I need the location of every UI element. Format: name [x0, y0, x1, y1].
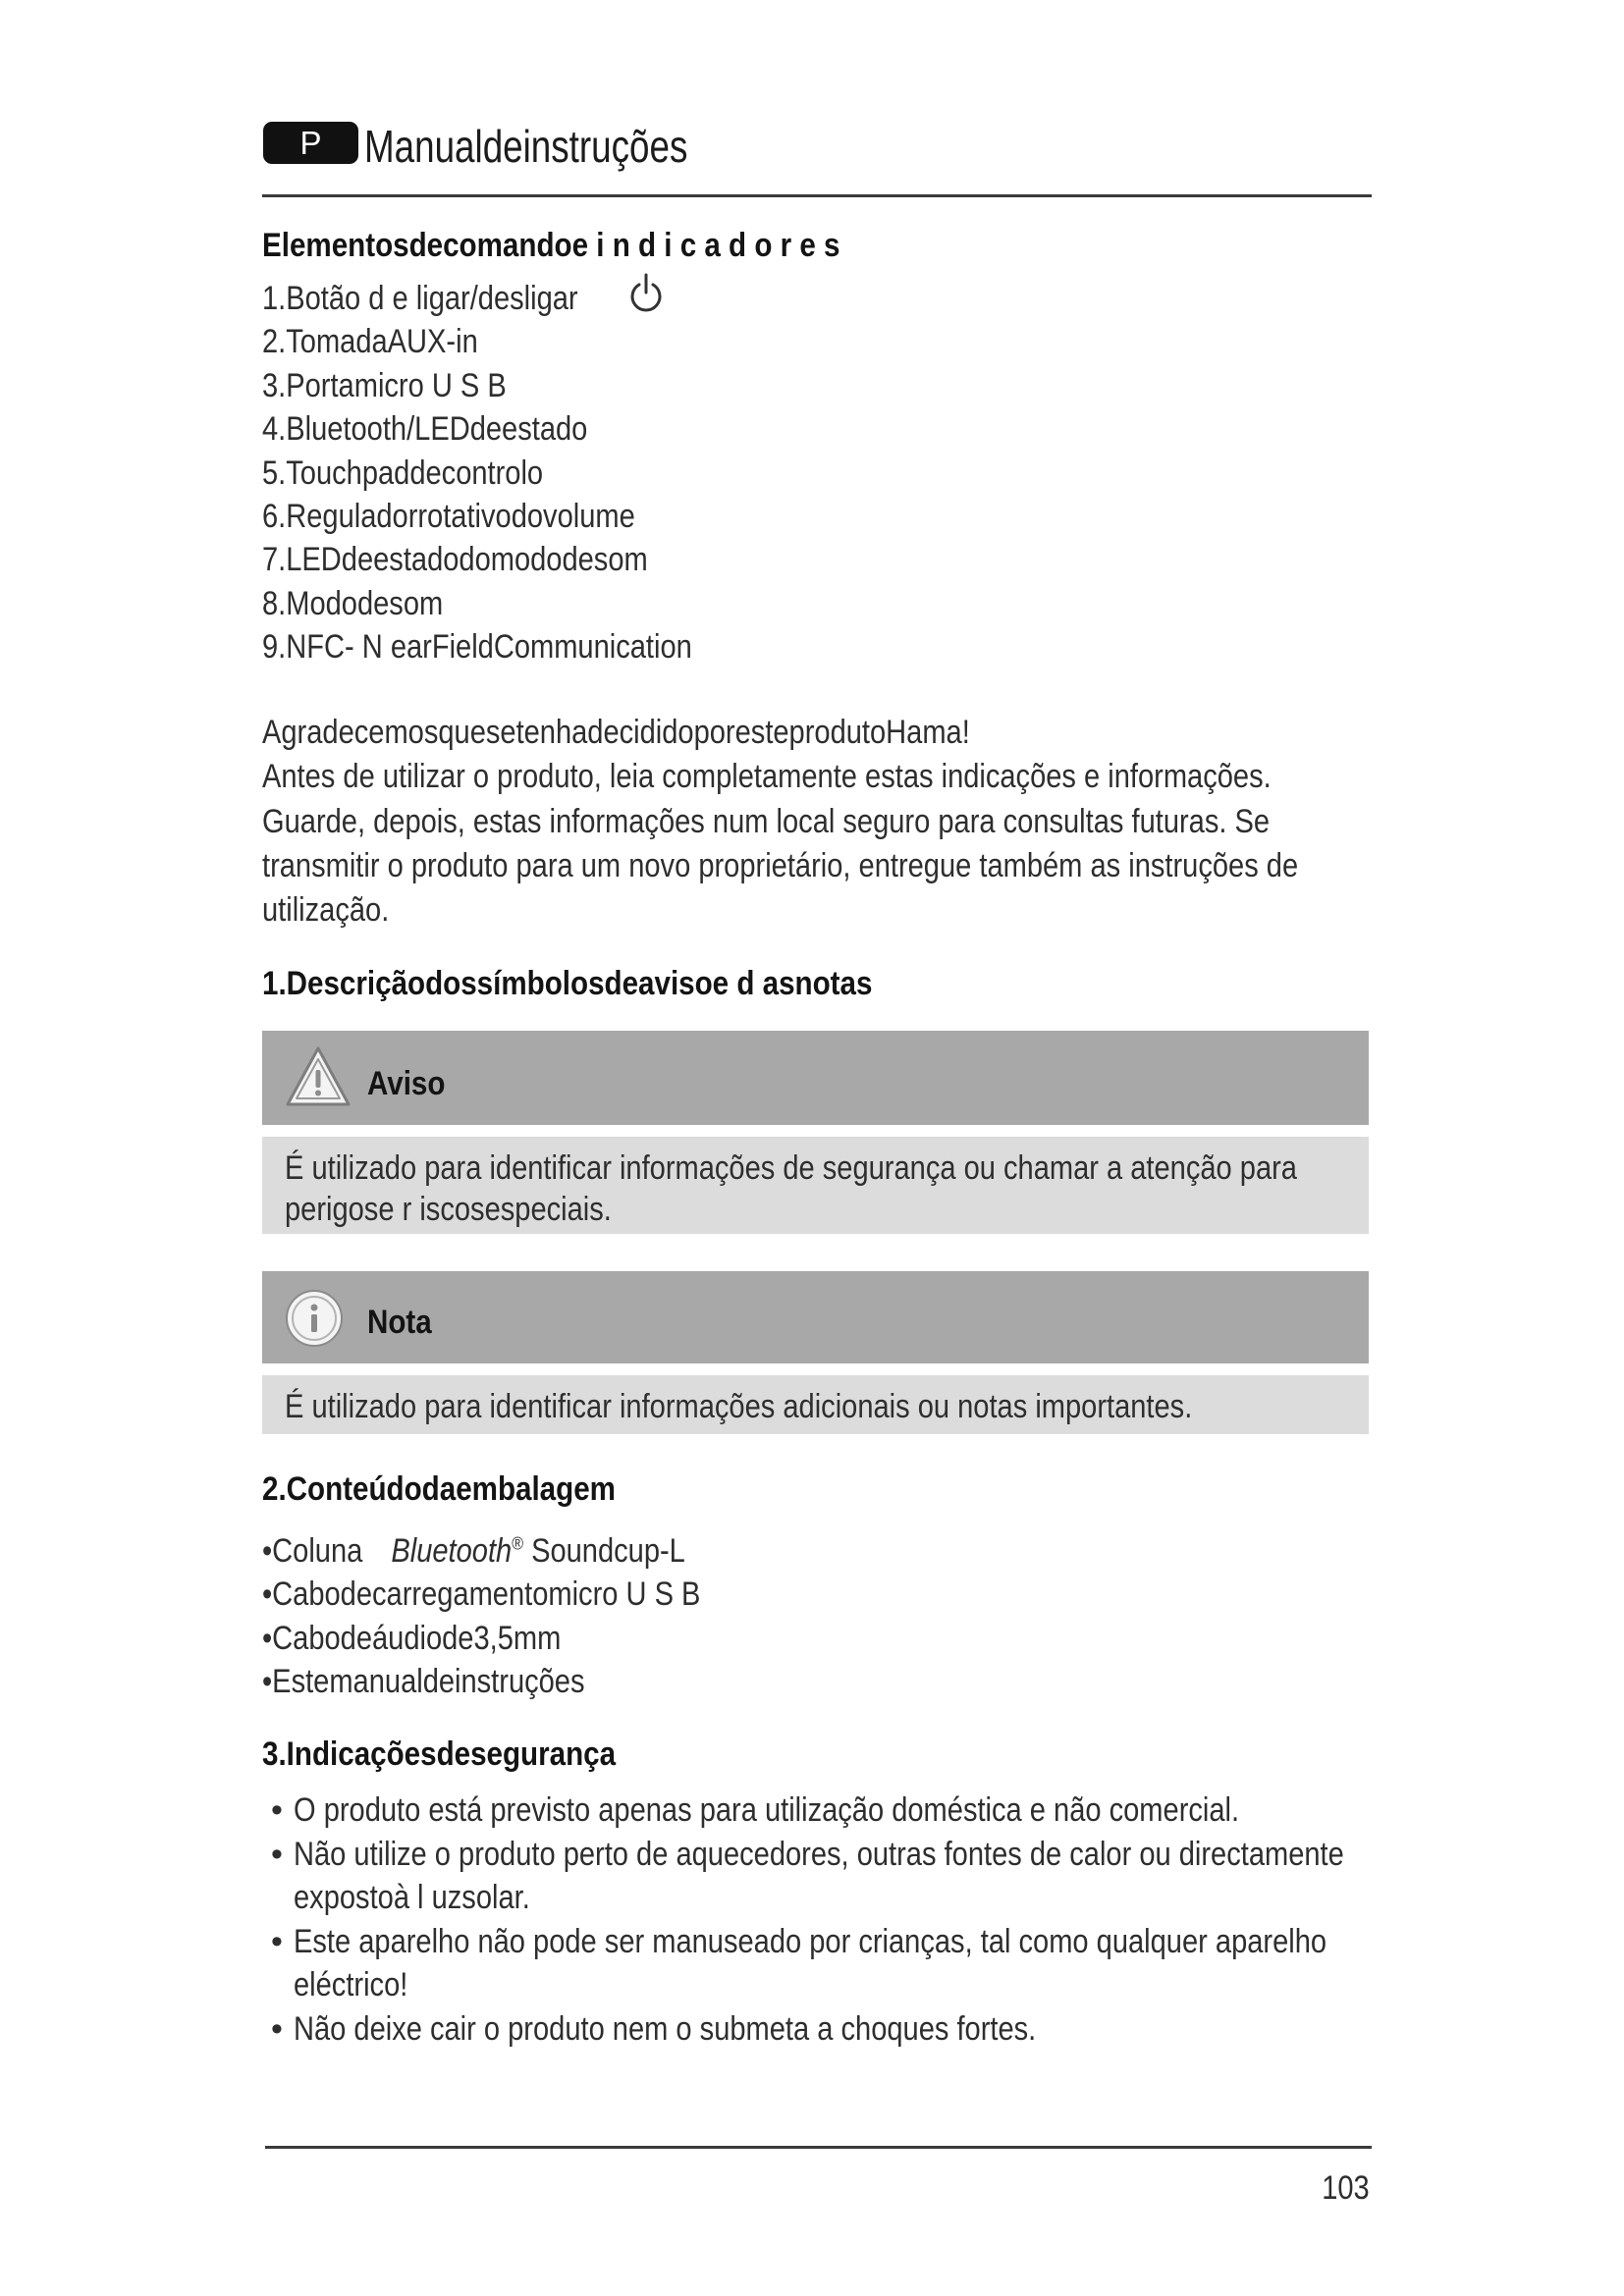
- note-text-line: É utilizado para identificar informações adicionais ou notas importantes.: [285, 1388, 1193, 1425]
- list-item-line: eléctrico!: [294, 1966, 408, 2004]
- product-name: Soundcup-L: [522, 1532, 685, 1570]
- paragraph-line: AgradecemosquesetenhadecididoporesteprodutoHama!: [262, 714, 970, 751]
- list-item: 3.Portamicro U S B: [262, 366, 507, 404]
- paragraph-line: Antes de utilizar o produto, leia completamente estas indicações e informações.: [262, 758, 1272, 796]
- safety-list: [262, 1789, 1369, 2052]
- section1-heading: 1.Descriçãodossímbolosdeavisoe d asnotas: [262, 965, 873, 1002]
- list-item: 4.Bluetooth/LEDdeestado: [262, 410, 588, 449]
- bullet: •: [271, 2009, 283, 2048]
- list-item-line: Não deixe cair o produto nem o submeta a choques fortes.: [294, 2009, 1037, 2048]
- list-item: 9.NFC- N earFieldCommunication: [262, 628, 692, 667]
- bullet: •: [271, 1835, 283, 1873]
- language-badge: P: [263, 122, 358, 164]
- list-item: 6.Reguladorrotativodovolume: [262, 497, 635, 535]
- paragraph-line: utilização.: [262, 891, 390, 930]
- list-item: 8.Mododesom: [262, 584, 444, 622]
- note-label: Nota: [367, 1304, 432, 1341]
- page-title: Manualdeinstruções: [364, 121, 688, 172]
- note-body: [262, 1375, 1369, 1434]
- list-item-line: O produto está previsto apenas para utilização doméstica e não comercial.: [294, 1791, 1240, 1829]
- list-item: [262, 1529, 1209, 1573]
- note-header: [262, 1271, 1369, 1363]
- section3-heading: 3.Indicaçõesdesegurança: [262, 1735, 617, 1773]
- warning-header: [262, 1031, 1369, 1125]
- warning-text-line: perigose r iscosespeciais.: [285, 1191, 612, 1228]
- list-item-line: Não utilize o produto perto de aquecedores, outras fontes de calor ou directamente: [294, 1835, 1344, 1873]
- paragraph-line: transmitir o produto para um novo proprietário, entregue também as instruções de: [262, 846, 1299, 884]
- bullet: •: [271, 1791, 283, 1829]
- section2-heading: 2.Conteúdodaembalagem: [262, 1470, 616, 1508]
- warning-triangle-icon: [285, 1045, 352, 1107]
- list-item: 1.Botão d e ligar/desligar: [262, 280, 578, 317]
- warning-body: [262, 1137, 1369, 1234]
- footer-rule: [265, 2146, 1372, 2149]
- controls-heading: Elementosdecomandoe i n d i c a d o r e s: [262, 227, 840, 264]
- list-item: •Cabodecarregamentomicro U S B: [262, 1575, 701, 1614]
- paragraph-line: Guarde, depois, estas informações num local seguro para consultas futuras. Se: [262, 802, 1271, 840]
- intro-paragraph: [262, 711, 1369, 933]
- info-icon: [285, 1289, 344, 1348]
- list-item: [262, 1920, 1369, 2007]
- registered-mark: ®: [512, 1532, 523, 1554]
- bullet: •: [271, 1922, 283, 1960]
- list-item: [262, 1789, 1369, 1833]
- package-contents-list: [262, 1529, 1369, 1703]
- page-number: 103: [1322, 2169, 1370, 2207]
- list-item: [262, 1833, 1369, 1920]
- warning-text-line: É utilizado para identificar informações de segurança ou chamar a atenção para: [285, 1149, 1297, 1187]
- power-icon: [628, 271, 664, 314]
- list-item: •Estemanualdeinstruções: [262, 1662, 585, 1700]
- list-item-line: expostoà l uzsolar.: [294, 1879, 530, 1917]
- brand-name: Bluetooth: [391, 1532, 513, 1570]
- list-item: [262, 2007, 1369, 2052]
- warning-label: Aviso: [367, 1065, 446, 1102]
- header-rule: [262, 194, 1372, 197]
- list-item-line: Este aparelho não pode ser manuseado por crianças, tal como qualquer aparelho: [294, 1922, 1327, 1960]
- list-item: 5.Touchpaddecontrolo: [262, 454, 544, 492]
- list-item: 7.LEDdeestadodomododesom: [262, 541, 648, 579]
- item-prefix: •Coluna: [262, 1532, 363, 1570]
- list-item: 2.TomadaAUX-in: [262, 323, 478, 361]
- controls-list: [262, 277, 1342, 669]
- list-item: •Cabodeáudiode3,5mm: [262, 1619, 562, 1657]
